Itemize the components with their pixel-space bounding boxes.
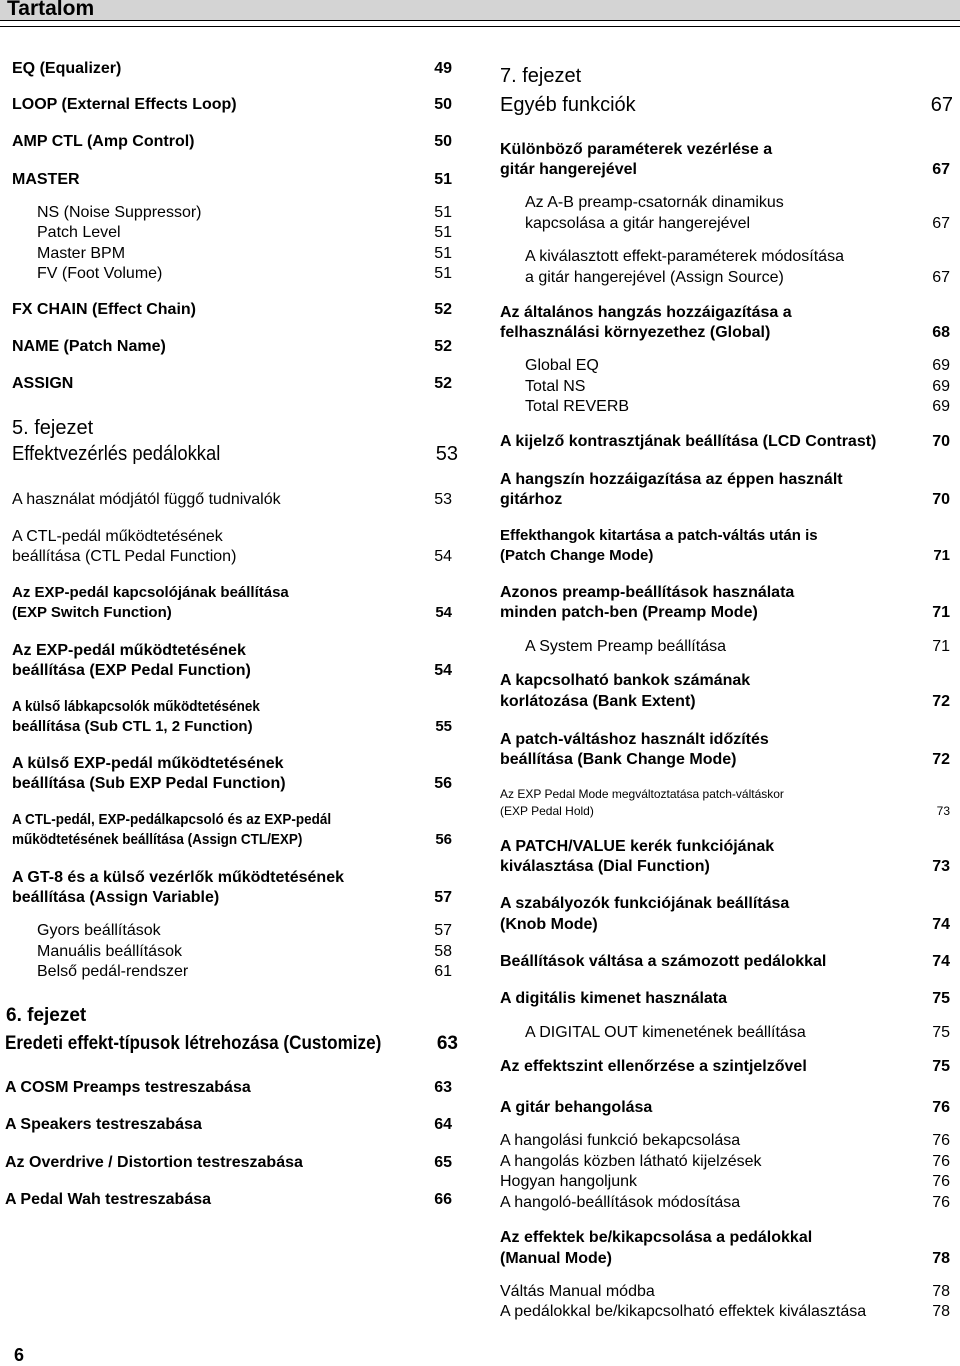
toc-entry-a-hangolas-kozben-lathato-kijelzesek: A hangolás közben látható kijelzések [500, 1153, 762, 1170]
toc-entry-a-hangolo-beallitasok-modositasa: A hangoló-beállítások módosítása [500, 1194, 741, 1211]
toc-entry-gitar-hangerejevel: gitár hangerejével [500, 161, 637, 178]
toc-entry-a-ctl-pedal-exp-pedalkapcsolo-es-az-exp-: A CTL-pedál, EXP-pedálkapcsoló és az EXP-pedál [12, 811, 332, 828]
toc-page-number: 56 [435, 831, 452, 848]
toc-entry-6-fejezet: 6. fejezet [6, 1005, 87, 1026]
toc-entry-hogyan-hangoljunk: Hogyan hangoljunk [500, 1173, 637, 1190]
toc-page-number: 56 [434, 775, 452, 792]
toc-page-number: 65 [434, 1154, 452, 1171]
toc-page-number: 67 [932, 161, 950, 178]
toc-entry-ns-noise-suppressor: NS (Noise Suppressor) [37, 204, 202, 221]
toc-entry-beallitasa-sub-ctl-1-2-function: beállítása (Sub CTL 1, 2 Function) [12, 718, 253, 735]
toc-entry-az-effektek-be-kikapcsolasa-a-pedalokkal: Az effektek be/kikapcsolása a pedálokkal [500, 1229, 813, 1246]
toc-page-number: 72 [932, 693, 950, 710]
toc-page-number: 67 [930, 94, 953, 116]
toc-entry-kivalasztasa-dial-function: kiválasztása (Dial Function) [500, 858, 710, 875]
toc-entry-egyeb-funkciok: Egyéb funkciók [500, 94, 636, 116]
toc-entry-a-patch-value-kerek-funkciojanak: A PATCH/VALUE kerék funkciójának [500, 838, 775, 855]
toc-entry-a-kulso-labkapcsolok-mukodtetesenek: A külső lábkapcsolók működtetésének [12, 698, 260, 715]
toc-entry-fv-foot-volume: FV (Foot Volume) [37, 265, 163, 282]
toc-page-number: 54 [434, 662, 452, 679]
toc-entry-a-kapcsolhato-bankok-szamanak: A kapcsolható bankok számának [500, 672, 751, 689]
toc-page-number: 50 [434, 133, 452, 150]
toc-entry-az-exp-pedal-mukodtetesenek: Az EXP-pedál működtetésének [12, 642, 246, 659]
toc-page-number: 67 [932, 215, 950, 232]
toc-page-number: 52 [434, 338, 452, 355]
toc-page-number: 53 [434, 491, 452, 508]
toc-entry-master-bpm: Master BPM [37, 245, 126, 262]
toc-entry-total-ns: Total NS [525, 378, 586, 395]
toc-page-number: 70 [932, 433, 950, 450]
toc-entry-effekthangok-kitartasa-a-patch-valtas-ut: Effekthangok kitartása a patch-váltás után is [500, 527, 818, 544]
toc-entry-belso-pedal-rendszer: Belső pedál-rendszer [37, 963, 189, 980]
toc-page-number: 51 [434, 245, 452, 262]
toc-page-number: 76 [932, 1173, 950, 1190]
toc-entry-loop-external-effects-loop: LOOP (External Effects Loop) [12, 96, 237, 113]
toc-entry-a-kulso-exp-pedal-mukodtetesenek: A külső EXP-pedál működtetésének [12, 755, 284, 772]
toc-page-number: 54 [434, 548, 452, 565]
toc-entry-gitarhoz: gitárhoz [500, 491, 563, 508]
toc-page-number: 73 [936, 804, 950, 818]
toc-page-number: 71 [933, 547, 950, 564]
toc-page-number: 52 [434, 375, 452, 392]
toc-entry-amp-ctl-amp-control: AMP CTL (Amp Control) [12, 133, 195, 150]
toc-entry-a-hangolasi-funkcio-bekapcsolasa: A hangolási funkció bekapcsolása [500, 1132, 741, 1149]
page-number: 6 [14, 1345, 25, 1365]
toc-entry-minden-patch-ben-preamp-mode: minden patch-ben (Preamp Mode) [500, 604, 758, 621]
toc-entry-a-kivalasztott-effekt-parameterek-modosi: A kiválasztott effekt-paraméterek módosítása [525, 248, 844, 265]
toc-entry-a-gitar-behangolasa: A gitár behangolása [500, 1099, 653, 1116]
toc-page-number: 57 [434, 922, 452, 939]
toc-page-number: 49 [434, 60, 452, 77]
toc-entry-a-kijelzo-kontrasztjanak-beallitasa-lcd-: A kijelző kontrasztjának beállítása (LCD Contrast) [500, 433, 877, 450]
toc-page-number: 78 [932, 1303, 950, 1320]
toc-entry-kulonbozo-parameterek-vezerlese-a: Különböző paraméterek vezérlése a [500, 141, 773, 158]
toc-page-number: 58 [434, 943, 452, 960]
toc-page-number: 75 [932, 990, 950, 1007]
toc-entry-7-fejezet: 7. fejezet [500, 65, 582, 87]
toc-entry-a-ctl-pedal-mukodtetesenek: A CTL-pedál működtetésének [12, 528, 223, 545]
toc-page-number: 68 [932, 324, 950, 341]
toc-entry-beallitasok-valtasa-a-szamozott-pedalokk: Beállítások váltása a számozott pedálokkal [500, 953, 827, 970]
toc-page-number: 55 [435, 718, 452, 735]
toc-page-number: 69 [932, 378, 950, 395]
toc-page-number: 66 [434, 1191, 452, 1208]
toc-entry-gyors-beallitasok: Gyors beállítások [37, 922, 161, 939]
toc-page-number: 71 [932, 604, 950, 621]
toc-entry-beallitasa-assign-variable: beállítása (Assign Variable) [12, 889, 220, 906]
toc-entry-a-gt-8-es-a-kulso-vezerlok-mukodtetesene: A GT-8 és a külső vezérlők működtetésének [12, 869, 344, 886]
toc-page-number: 51 [434, 171, 452, 188]
toc-entry-manual-mode: (Manual Mode) [500, 1250, 612, 1267]
toc-entry-beallitasa-ctl-pedal-function: beállítása (CTL Pedal Function) [12, 548, 237, 565]
toc-entry-assign: ASSIGN [12, 375, 74, 392]
toc-page-number: 51 [434, 224, 452, 241]
toc-entry-az-altalanos-hangzas-hozzaigazitasa-a: Az általános hangzás hozzáigazítása a [500, 304, 792, 321]
toc-entry-beallitasa-exp-pedal-function: beállítása (EXP Pedal Function) [12, 662, 251, 679]
toc-entry-a-system-preamp-beallitasa: A System Preamp beállítása [525, 638, 726, 655]
toc-page-number: 76 [932, 1194, 950, 1211]
toc-entry-az-exp-pedal-mode-megvaltoztatasa-patch-: Az EXP Pedal Mode megváltoztatása patch-váltáskor [500, 787, 784, 801]
toc-page-number: 69 [932, 357, 950, 374]
toc-entry-mukodtetesenek-beallitasa-assign-ctl-exp: működtetésének beállítása (Assign CTL/EXP) [12, 831, 303, 848]
toc-entry-name-patch-name: NAME (Patch Name) [12, 338, 166, 355]
page-header [0, 0, 960, 21]
toc-entry-global-eq: Global EQ [525, 357, 599, 374]
toc-entry-a-speakers-testreszabasa: A Speakers testreszabása [5, 1116, 202, 1133]
toc-page-number: 54 [435, 604, 452, 621]
toc-page-number: 51 [434, 265, 452, 282]
toc-page-number: 74 [932, 916, 950, 933]
toc-entry-a-cosm-preamps-testreszabasa: A COSM Preamps testreszabása [5, 1079, 251, 1096]
toc-page-number: 53 [435, 443, 458, 465]
toc-entry-5-fejezet: 5. fejezet [12, 417, 94, 439]
toc-entry-patch-level: Patch Level [37, 224, 121, 241]
toc-entry-valtas-manual-modba: Váltás Manual módba [500, 1283, 655, 1300]
toc-page-number: 51 [434, 204, 452, 221]
toc-entry-az-a-b-preamp-csatornak-dinamikus: Az A-B preamp-csatornák dinamikus [525, 194, 784, 211]
toc-entry-beallitasa-bank-change-mode: beállítása (Bank Change Mode) [500, 751, 737, 768]
toc-page-number: 72 [932, 751, 950, 768]
toc-page-number: 76 [932, 1132, 950, 1149]
toc-entry-a-digital-out-kimenetenek-beallitasa: A DIGITAL OUT kimenetének beállítása [525, 1024, 806, 1041]
toc-entry-exp-switch-function: (EXP Switch Function) [12, 604, 172, 621]
toc-page-number: 70 [932, 491, 950, 508]
toc-page-number: 57 [434, 889, 452, 906]
toc-page-number: 78 [932, 1283, 950, 1300]
toc-entry-master: MASTER [12, 171, 80, 188]
toc-entry-eredeti-effekt-tipusok-letrehozasa-custo: Eredeti effekt-típusok létrehozása (Customize) [5, 1033, 382, 1054]
toc-entry-a-gitar-hangerejevel-assign-source: a gitár hangerejével (Assign Source) [525, 269, 784, 286]
toc-page-number: 71 [932, 638, 950, 655]
toc-entry-total-reverb: Total REVERB [525, 398, 630, 415]
header-rule [0, 26, 960, 27]
toc-entry-fx-chain-effect-chain: FX CHAIN (Effect Chain) [12, 301, 196, 318]
toc-entry-felhasznalasi-kornyezethez-global: felhasználási környezethez (Global) [500, 324, 771, 341]
toc-page-number: 64 [434, 1116, 452, 1133]
toc-entry-kapcsolasa-a-gitar-hangerejevel: kapcsolása a gitár hangerejével [525, 215, 751, 232]
page-title: Tartalom [7, 0, 95, 20]
toc-entry-beallitasa-sub-exp-pedal-function: beállítása (Sub EXP Pedal Function) [12, 775, 286, 792]
toc-entry-korlatozasa-bank-extent: korlátozása (Bank Extent) [500, 693, 696, 710]
toc-entry-a-pedal-wah-testreszabasa: A Pedal Wah testreszabása [5, 1191, 212, 1208]
toc-entry-az-effektszint-ellenorzese-a-szintjelzov: Az effektszint ellenőrzése a szintjelzővel [500, 1058, 807, 1075]
toc-entry-azonos-preamp-beallitasok-hasznalata: Azonos preamp-beállítások használata [500, 584, 795, 601]
toc-page-number: 73 [932, 858, 950, 875]
toc-page-number: 69 [932, 398, 950, 415]
toc-page-number: 75 [932, 1058, 950, 1075]
toc-page-number: 74 [932, 953, 950, 970]
toc-entry-az-exp-pedal-kapcsolojanak-beallitasa: Az EXP-pedál kapcsolójának beállítása [12, 584, 289, 601]
toc-page-number: 78 [932, 1250, 950, 1267]
toc-entry-knob-mode: (Knob Mode) [500, 916, 598, 933]
toc-entry-patch-change-mode: (Patch Change Mode) [500, 547, 654, 564]
toc-entry-a-pedalokkal-be-kikapcsolhato-effektek-k: A pedálokkal be/kikapcsolható effektek kiválasztása [500, 1303, 867, 1320]
toc-entry-effektvezerles-pedalokkal: Effektvezérlés pedálokkal [12, 443, 221, 465]
toc-page-number: 63 [434, 1079, 452, 1096]
toc-page-number: 50 [434, 96, 452, 113]
toc-entry-a-patch-valtashoz-hasznalt-idozites: A patch-váltáshoz használt időzítés [500, 731, 769, 748]
toc-entry-a-hangszin-hozzaigazitasa-az-eppen-haszn: A hangszín hozzáigazítása az éppen használt [500, 471, 843, 488]
toc-page-number: 61 [434, 963, 452, 980]
toc-entry-exp-pedal-hold: (EXP Pedal Hold) [500, 804, 594, 818]
toc-entry-manualis-beallitasok: Manuális beállítások [37, 943, 182, 960]
toc-entry-a-digitalis-kimenet-hasznalata: A digitális kimenet használata [500, 990, 728, 1007]
toc-page-number: 63 [436, 1033, 458, 1054]
toc-page-number: 67 [932, 269, 950, 286]
toc-page-number: 52 [434, 301, 452, 318]
toc-entry-a-szabalyozok-funkciojanak-beallitasa: A szabályozók funkciójának beállítása [500, 895, 790, 912]
toc-entry-a-hasznalat-modjatol-fuggo-tudnivalok: A használat módjától függő tudnivalók [12, 491, 281, 508]
toc-entry-az-overdrive-distortion-testreszabasa: Az Overdrive / Distortion testreszabása [5, 1154, 303, 1171]
toc-page-number: 76 [932, 1099, 950, 1116]
toc-entry-eq-equalizer: EQ (Equalizer) [12, 60, 122, 77]
toc-page-number: 75 [932, 1024, 950, 1041]
toc-page-number: 76 [932, 1153, 950, 1170]
